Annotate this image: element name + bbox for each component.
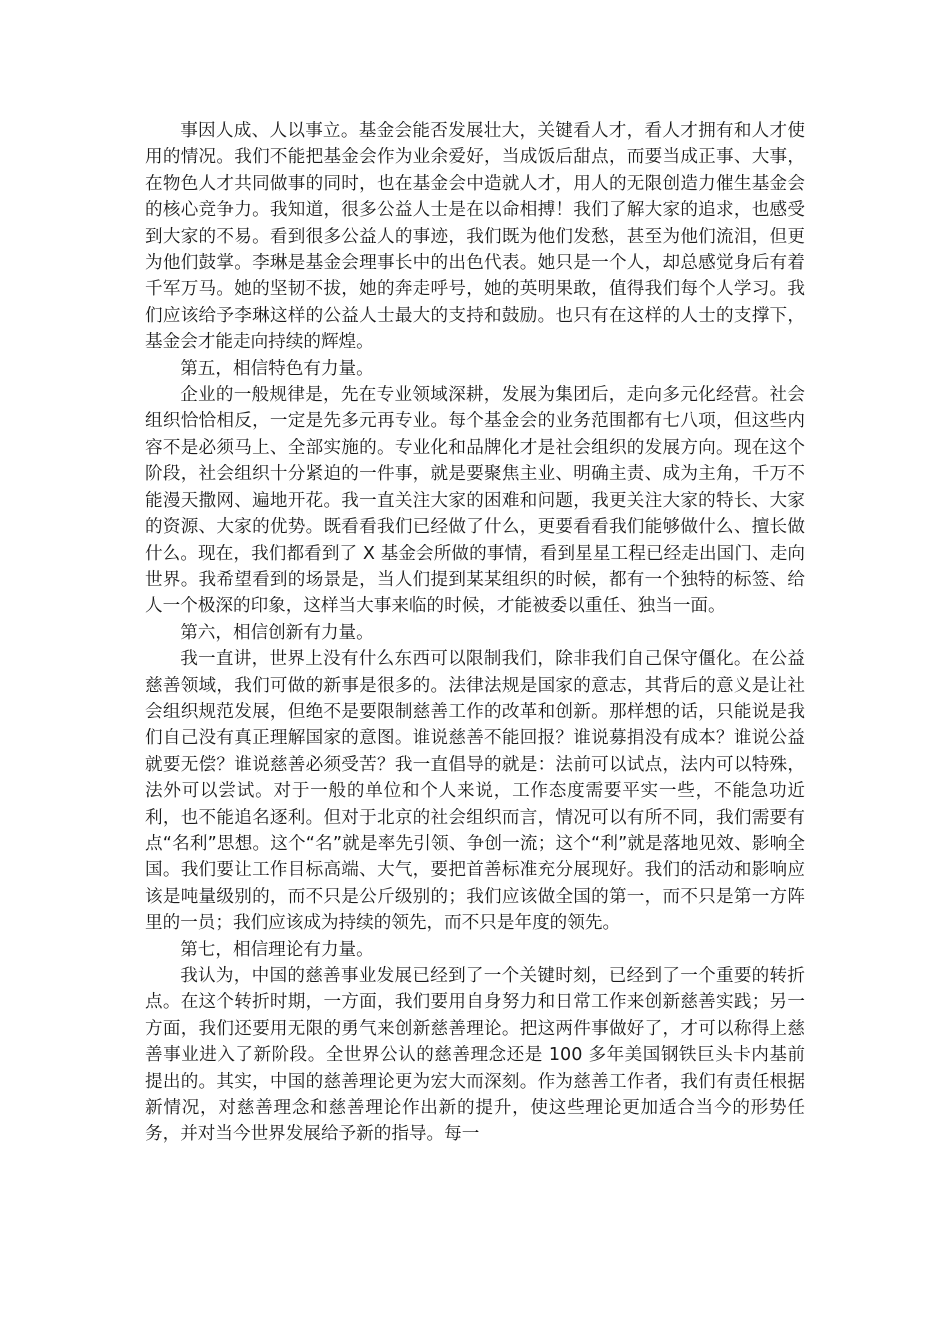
body-paragraph: 事因人成、人以事立。基金会能否发展壮大，关键看人才，看人才拥有和人才使用的情况。我们不能把基金会作为业余爱好，当成饭后甜点，而要当成正事、大事，在物色人才共同做事的同时，也在基金会中造就人才，用人的无限创造力催生基金会的核心竞争力。我知道，很多公益人士是在以命相搏！我们了解大家的追求，也感受到大家的不易。看到很多公益人的事迹，我们既为他们发愁，甚至为他们流泪，但更为他们鼓掌。李琳是基金会理事长中的出色代表。她只是一个人，却总感觉身后有着千军万马。她的坚韧不拔，她的奔走呼号，她的英明果敢，值得我们每个人学习。我们应该给予李琳这样的公益人士最大的支持和鼓励。也只有在这样的人士的支撑下，基金会才能走向持续的辉煌。 [145,121,805,353]
body-paragraph: 企业的一般规律是，先在专业领域深耕，发展为集团后，走向多元化经营。社会组织恰恰相反，一定是先多元再专业。每个基金会的业务范围都有七八项，但这些内容不是必须马上、全部实施的。专业化和品牌化才是社会组织的发展方向。现在这个阶段，社会组织十分紧迫的一件事，就是要聚焦主业、明确主责、成为主角，千万不能漫天撒网、遍地开花。我一直关注大家的困难和问题，我更关注大家的特长、大家的资源、大家的优势。既看看我们已经做了什么，更要看看我们能够做什么、擅长做什么。现在，我们都看到了 X 基金会所做的事情，看到星星工程已经走出国门、走向世界。我希望看到的场景是，当人们提到某某组织的时候，都有一个独特的标签、给人一个极深的印象，这样当大事来临的时候，才能被委以重任、独当一面。 [145,385,805,617]
body-paragraph: 我一直讲，世界上没有什么东西可以限制我们，除非我们自己保守僵化。在公益慈善领域，我们可做的新事是很多的。法律法规是国家的意志，其背后的意义是让社会组织规范发展，但绝不是要限制慈善工作的改革和创新。那样想的话，只能说是我们自己没有真正理解国家的意图。谁说慈善不能回报？谁说募捐没有成本？谁说公益就要无偿？谁说慈善必须受苦？我一直倡导的就是：法前可以试点，法内可以特殊，法外可以尝试。对于一般的单位和个人来说，工作态度需要平实一些，不能急功近利，也不能追名逐利。但对于北京的社会组织而言，情况可以有所不同，我们需要有点“名利”思想。这个“名”就是率先引领、争创一流；这个“利”就是落地见效、影响全国。我们要让工作目标高端、大气，要把首善标准充分展现好。我们的活动和影响应该是吨量级别的，而不只是公斤级别的；我们应该做全国的第一，而不只是第一方阵里的一员；我们应该成为持续的领先，而不只是年度的领先。 [145,649,805,934]
section-heading: 第五，相信特色有力量。 [180,358,374,379]
body-paragraph: 我认为，中国的慈善事业发展已经到了一个关键时刻，已经到了一个重要的转折点。在这个转折时期，一方面，我们要用自身努力和日常工作来创新慈善实践；另一方面，我们还要用无限的勇气来创新慈善理论。把这两件事做好了，才可以称得上慈善事业进入了新阶段。全世界公认的慈善理念还是 100 多年美国钢铁巨头卡内基前提出的。其实，中国的慈善理论更为宏大而深刻。作为慈善工作者，我们有责任根据新情况，对慈善理念和慈善理论作出新的提升，使这些理论更加适合当今的形势任务，并对当今世界发展给予新的指导。每一 [145,966,805,1145]
section-heading: 第七，相信理论有力量。 [180,939,374,960]
document-page [145,118,805,1148]
section-heading: 第六，相信创新有力量。 [180,622,374,643]
